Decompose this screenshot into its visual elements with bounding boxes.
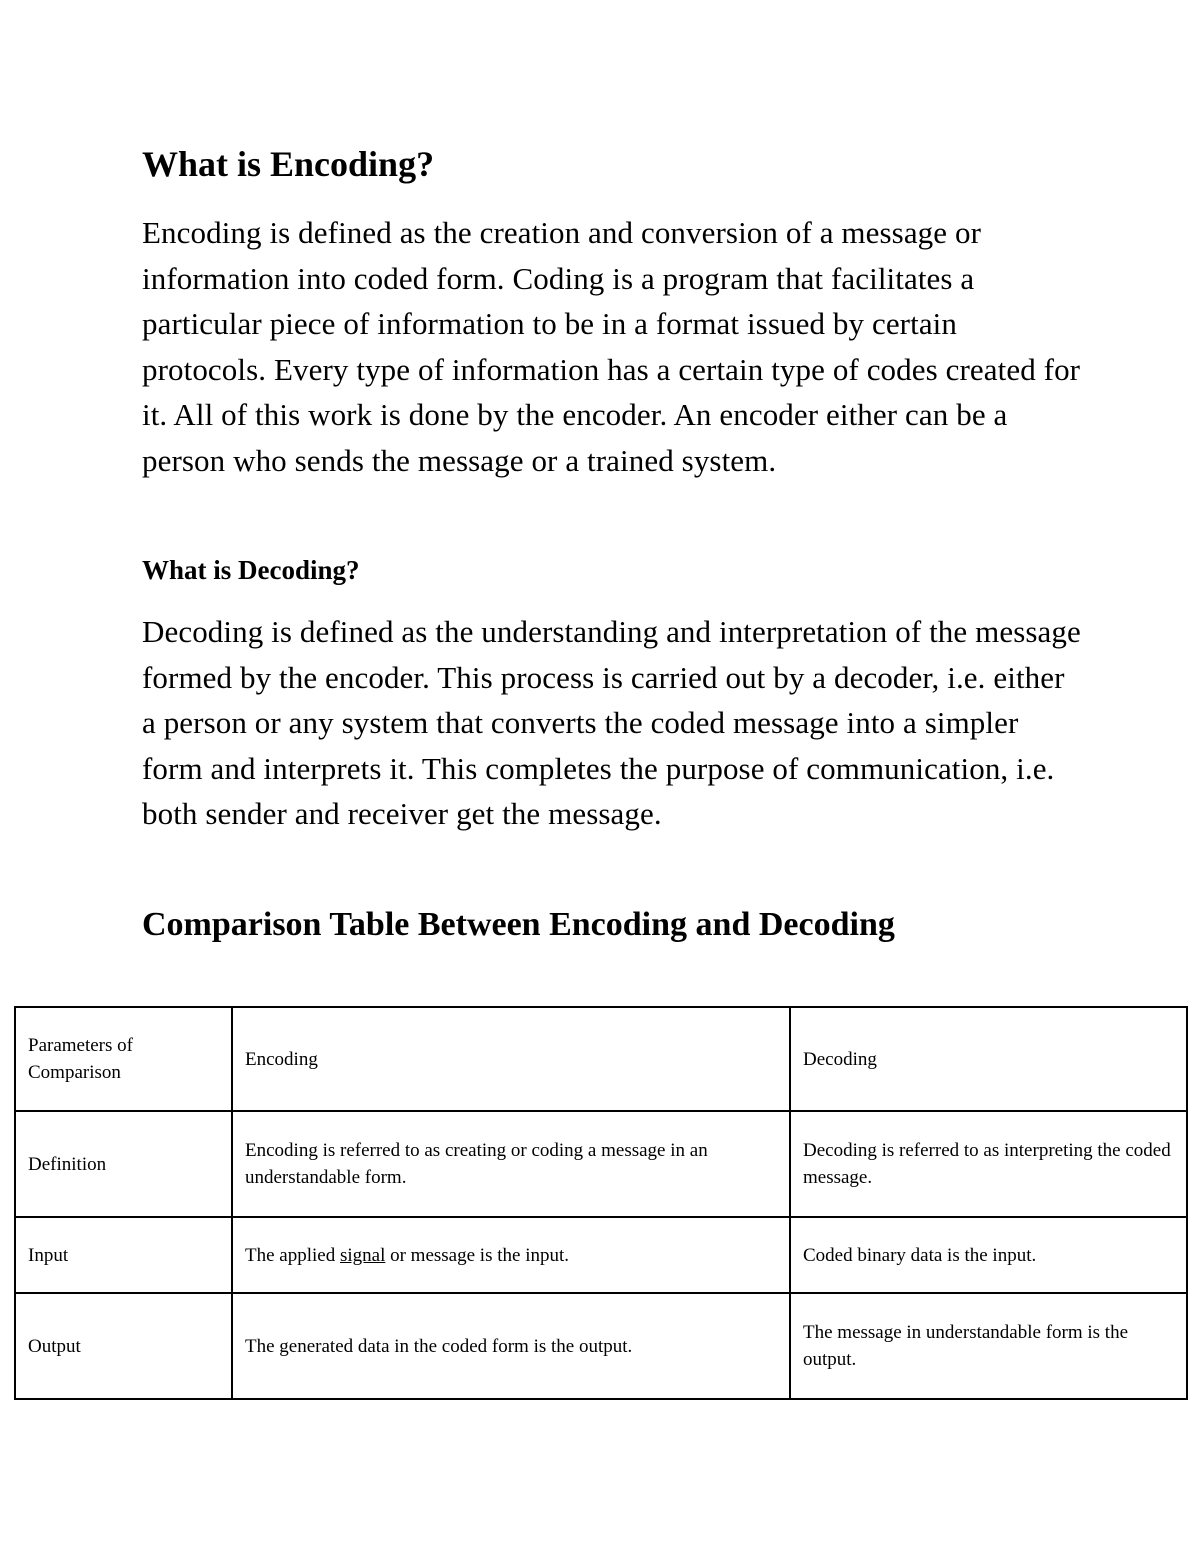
definition-decoding-cell: Decoding is referred to as interpreting the coded message. [790, 1111, 1187, 1217]
table-row-definition [15, 1111, 1187, 1217]
decoding-heading: What is Decoding? [142, 555, 360, 585]
input-encoding-cell [232, 1217, 790, 1293]
header-parameter-cell: Parameters of Comparison [15, 1007, 232, 1111]
comparison-heading: Comparison Table Between Encoding and Decoding [142, 906, 895, 943]
header-encoding-cell: Encoding [232, 1007, 790, 1111]
output-encoding-cell: The generated data in the coded form is the output. [232, 1293, 790, 1399]
table-header-row [15, 1007, 1187, 1111]
input-decoding-cell: Coded binary data is the input. [790, 1217, 1187, 1293]
decoding-paragraph: Decoding is defined as the understanding and interpretation of the message formed by the encoder. This process is carried out by a decoder, i.e. either a person or any system that converts the coded message into a simpler form and interprets it. This completes the purpose of communication, i.e. both sender and receiver get the message. [142, 614, 1081, 831]
definition-parameter-cell: Definition [15, 1111, 232, 1217]
definition-encoding-cell: Encoding is referred to as creating or coding a message in an understandable form. [232, 1111, 790, 1217]
output-decoding-cell: The message in understandable form is the output. [790, 1293, 1187, 1399]
table-row-output [15, 1293, 1187, 1399]
input-encoding-text-after: or message is the input. [385, 1244, 569, 1266]
output-parameter-cell: Output [15, 1293, 232, 1399]
header-decoding-cell: Decoding [790, 1007, 1187, 1111]
encoding-paragraph: Encoding is defined as the creation and conversion of a message or information into coded form. Coding is a program that facilitates a particular piece of information to be in a format issued by certain protocols. Every type of information has a certain type of codes created for it. All of this work is done by the encoder. An encoder either can be a person who sends the message or a trained system. [142, 215, 1081, 478]
input-encoding-text-before: The applied [245, 1244, 340, 1266]
encoding-heading: What is Encoding? [142, 144, 435, 184]
table-row-input [15, 1217, 1187, 1293]
signal-link[interactable]: signal [339, 1244, 386, 1266]
input-parameter-cell: Input [15, 1217, 232, 1293]
comparison-table [14, 1006, 1188, 1400]
